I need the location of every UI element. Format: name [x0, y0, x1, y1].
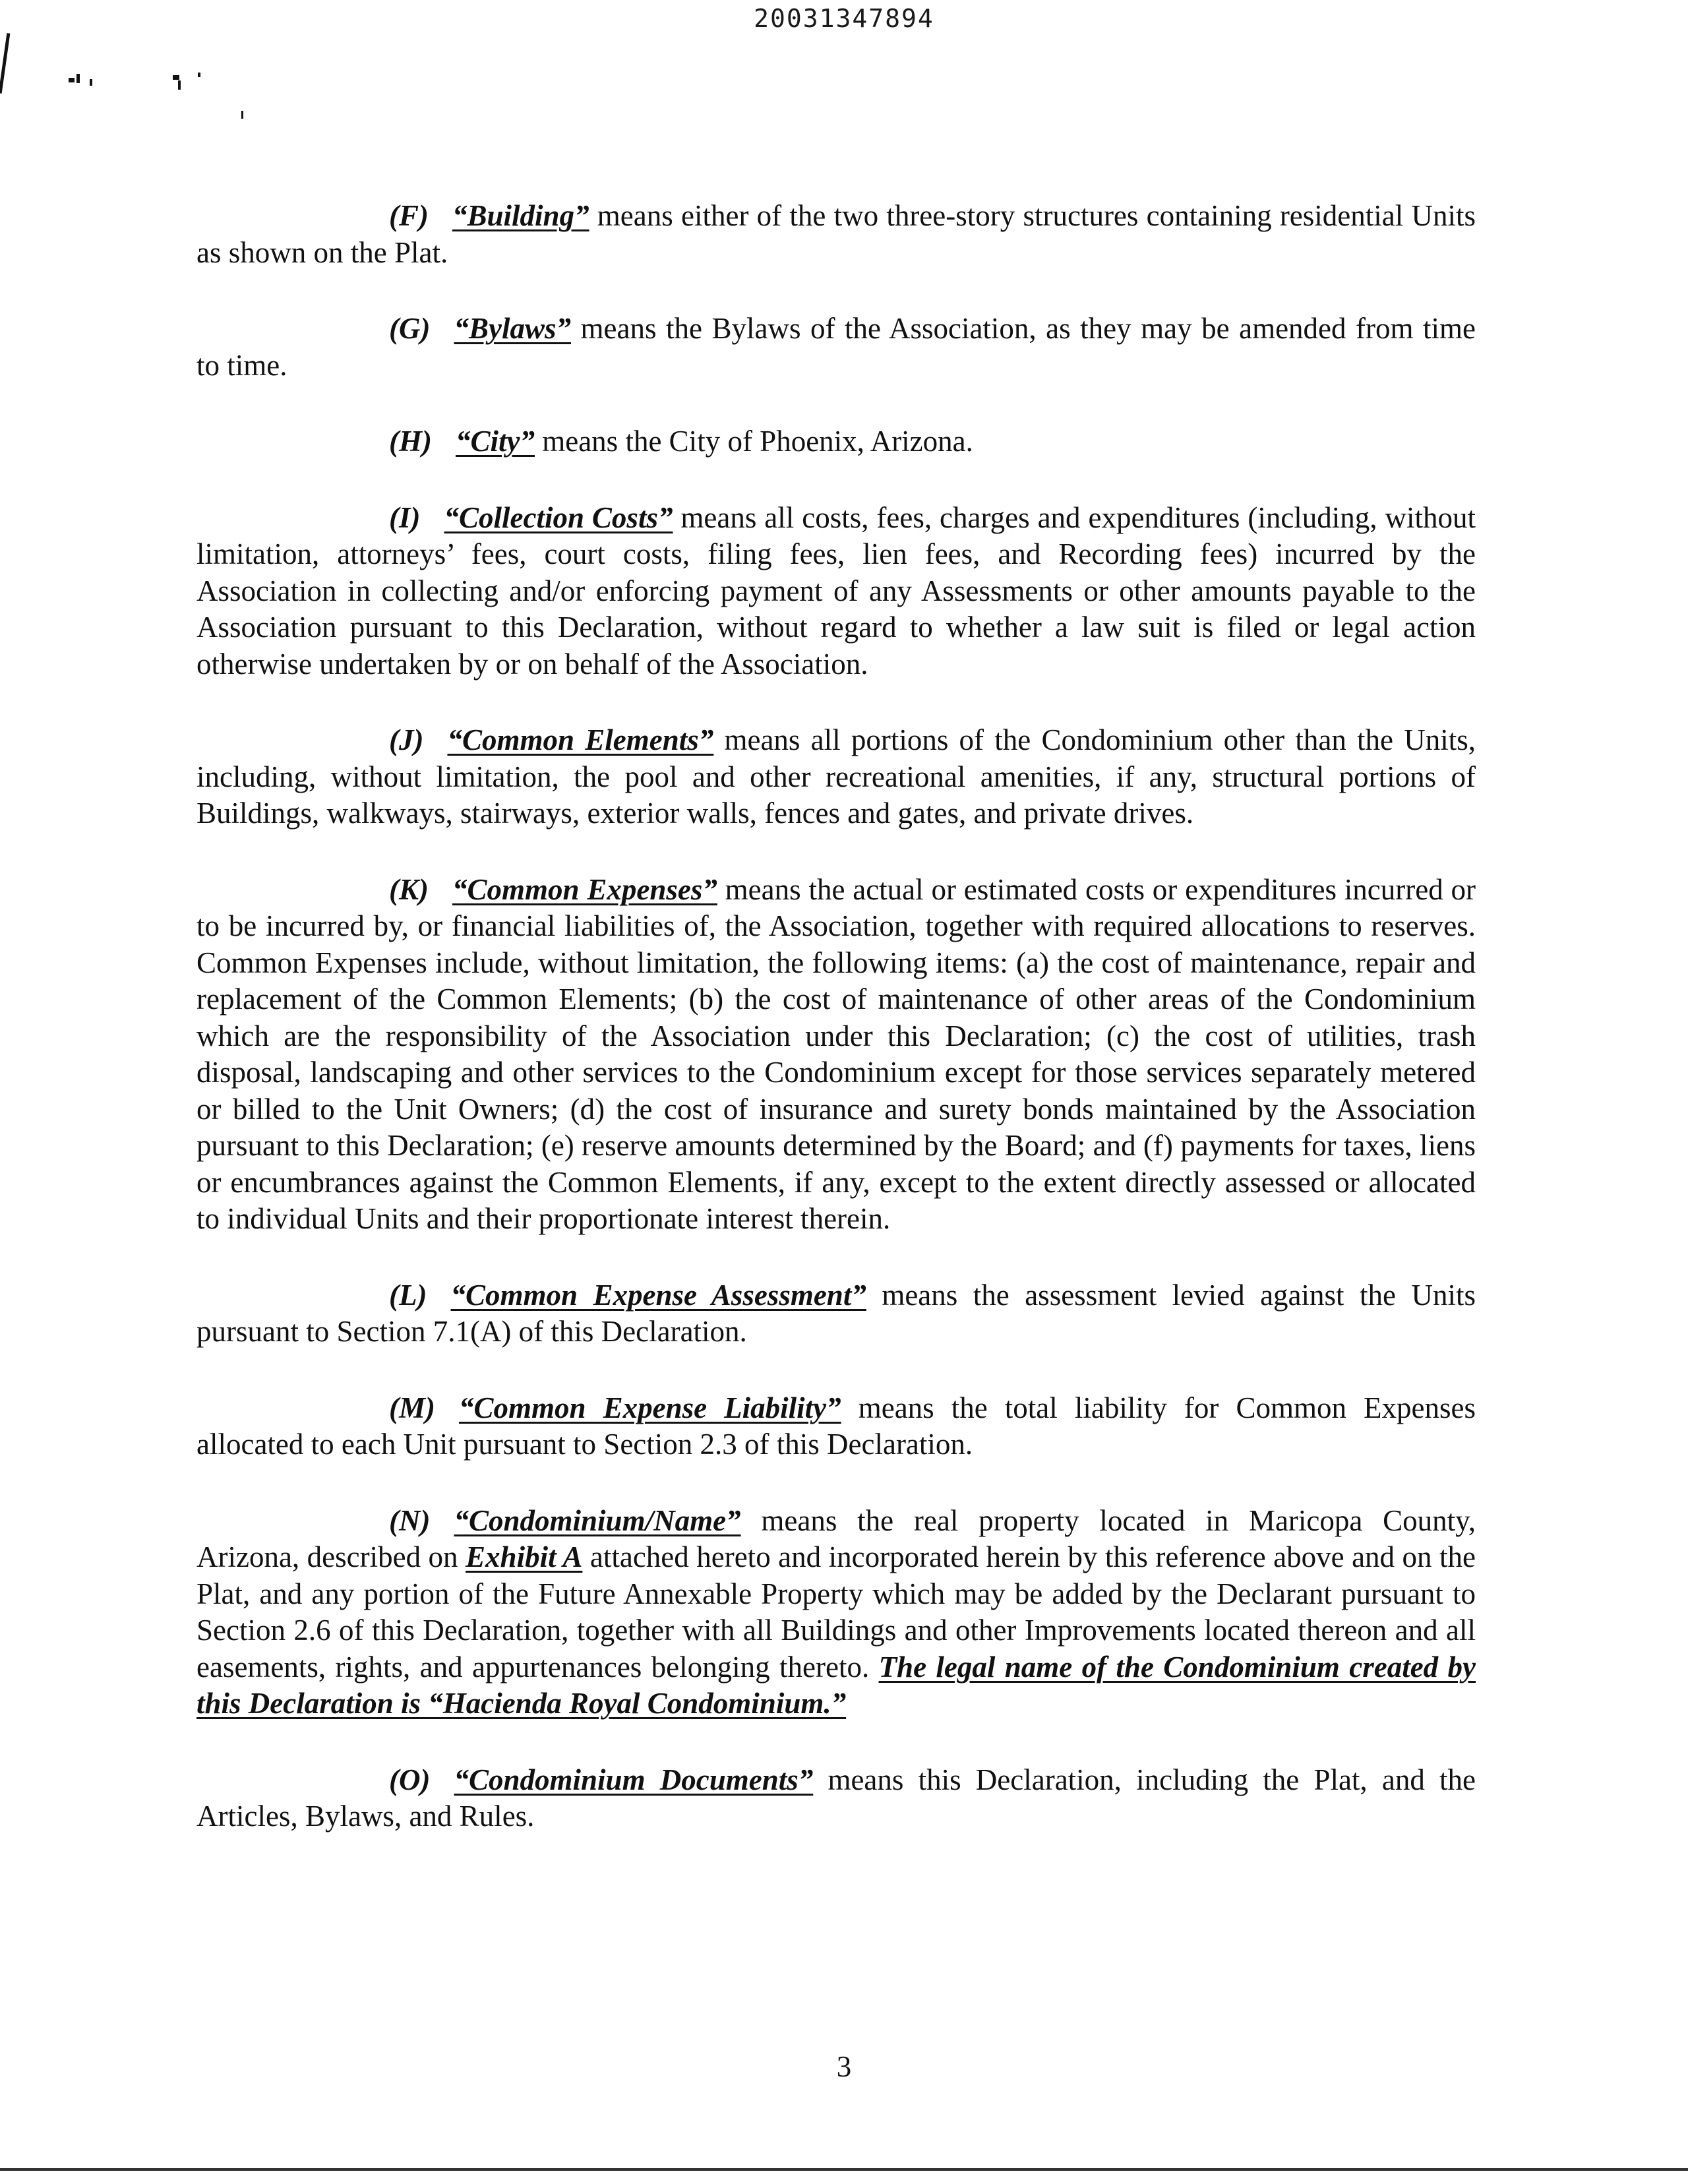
scan-bottom-edge	[0, 2168, 1688, 2171]
definition-text: means all portions of the Condominium other than the Units, including, without limitation, the pool and other recreational amenities, if any, structural portions of Buildings, walkways, stairways, exterior walls, fences and gates, and private drives.	[196, 723, 1476, 830]
definition-building	[196, 198, 1476, 271]
definition-term: “Condominium Documents”	[454, 1763, 814, 1796]
definition-term: “Common Expense Liability”	[458, 1391, 841, 1424]
definition-letter: (K)	[389, 872, 429, 906]
definition-text: means the assessment levied against the Units pursuant to Section 7.1(A) of this Declaration.	[196, 1278, 1476, 1348]
definition-letter: (N)	[389, 1503, 431, 1537]
definition-text: means the real property located in Maricopa County, Arizona, described on	[196, 1503, 1476, 1573]
scan-speck	[241, 111, 243, 119]
scan-speck	[178, 80, 181, 90]
definition-letter: (F)	[389, 199, 429, 232]
definition-term: “Common Elements”	[447, 723, 714, 756]
definition-condominium-name	[196, 1503, 1476, 1722]
definition-text: means the City of Phoenix, Arizona.	[534, 425, 973, 458]
definition-term: “Common Expense Assessment”	[450, 1278, 866, 1312]
scan-speck	[76, 74, 80, 83]
definition-term: “Common Expenses”	[452, 872, 717, 906]
page-number: 3	[836, 2050, 852, 2083]
definition-common-elements	[196, 722, 1476, 832]
definition-city	[196, 423, 1476, 460]
exhibit-reference: Exhibit A	[466, 1540, 583, 1573]
definition-letter: (G)	[389, 312, 431, 345]
definition-text: means the Bylaws of the Association, as they may be amended from time to time.	[196, 312, 1476, 382]
definition-text: means either of the two three-story structures containing residential Units as shown on the Plat.	[196, 199, 1476, 269]
definition-letter: (L)	[389, 1278, 427, 1312]
document-number: 20031347894	[754, 4, 934, 33]
definition-term: “Condominium/Name”	[454, 1503, 741, 1537]
legal-name-statement: The legal name of the Condominium created by this Declaration is “Hacienda Royal Condominium.”	[196, 1650, 1476, 1720]
scan-speck	[173, 75, 179, 80]
scan-speck	[69, 78, 75, 82]
definition-letter: (H)	[389, 425, 432, 458]
definition-bylaws	[196, 311, 1476, 384]
definition-term: “Collection Costs”	[444, 501, 673, 534]
scan-speck	[90, 79, 92, 86]
definition-letter: (I)	[389, 501, 421, 534]
definition-text: means the total liability for Common Expenses allocated to each Unit pursuant to Section 2.3 of this Declaration.	[196, 1391, 1476, 1461]
definition-letter: (J)	[389, 723, 424, 756]
definition-condominium-documents	[196, 1762, 1476, 1835]
definition-text: means the actual or estimated costs or expenditures incurred or to be incurred by, or financial liabilities of, the Association, together with required allocations to reserves. Common Expenses include, without limitation, the following items: (a) the cost of maintenance, repair and replacement of the Common Elements; (b) the cost of maintenance of other areas of the Condominium which are the responsibility of the Association under this Declaration; (c) the cost of utilities, trash disposal, landscaping and other services to the Condominium except for those services separately metered or billed to the Unit Owners; (d) the cost of insurance and surety bonds maintained by the Association pursuant to this Declaration; (e) reserve amounts determined by the Board; and (f) payments for taxes, liens or encumbrances against the Common Elements, if any, except to the extent directly assessed or allocated to individual Units and their proportionate interest therein.	[196, 872, 1476, 1235]
definition-term: “City”	[455, 425, 535, 458]
definition-letter: (M)	[389, 1391, 435, 1424]
definitions-body	[196, 198, 1476, 1835]
definition-term: “Bylaws”	[454, 312, 571, 345]
definition-term: “Building”	[452, 199, 589, 232]
definition-collection-costs	[196, 500, 1476, 683]
definition-common-expense-assessment	[196, 1277, 1476, 1350]
definition-text: means this Declaration, including the Plat, and the Articles, Bylaws, and Rules.	[196, 1763, 1476, 1833]
definition-common-expenses	[196, 872, 1476, 1238]
definition-common-expense-liability	[196, 1390, 1476, 1463]
definition-text: attached hereto and incorporated herein by this reference above and on the Plat, and any portion of the Future Annexable Property which may be added by the Declarant pursuant to Section 2.6 of this Declaration, together with all Buildings and other Improvements located thereon and all easements, rights, and appurtenances belonging thereto.	[196, 1540, 1476, 1684]
definition-text: means all costs, fees, charges and expenditures (including, without limitation, attorneys’ fees, court costs, filing fees, lien fees, and Recording fees) incurred by the Association in collecting and/or enforcing payment of any Assessments or other amounts payable to the Association pursuant to this Declaration, without regard to whether a law suit is filed or legal action otherwise undertaken by or on behalf of the Association.	[196, 501, 1476, 681]
scan-speck	[198, 73, 200, 77]
scan-edge-mark	[0, 33, 10, 94]
definition-letter: (O)	[389, 1763, 431, 1796]
